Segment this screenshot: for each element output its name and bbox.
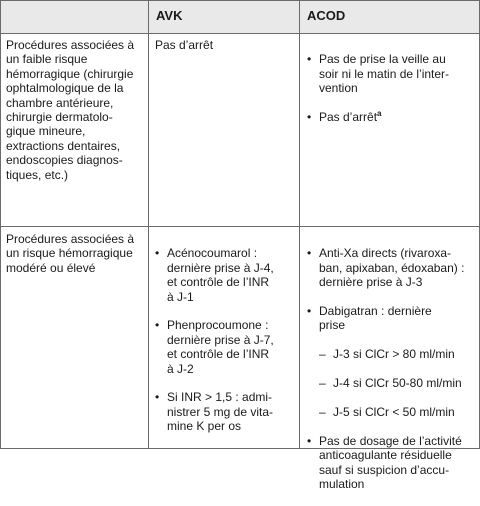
list-item <box>307 246 477 289</box>
list-item <box>155 246 295 304</box>
row1-procedure: Procédures associées à un faible risque hémorragique (chirurgie ophtalmologique de la chambre antérieure, chirurgie dermatolo- gique mineure, extractions dentaires, endoscopies diagnos- tiques, etc.) <box>6 38 135 182</box>
column-divider-2 <box>299 0 300 449</box>
row1-avk: Pas d’arrêt <box>155 38 214 52</box>
list-item-text: Dabigatran : dernière prise <box>319 304 432 333</box>
row2-procedure: Procédures associées à un risque hémorragique modéré ou élevé <box>6 232 135 275</box>
list-item <box>307 434 477 492</box>
sub-list-item: – J-5 si ClCr < 50 ml/min <box>307 405 477 419</box>
list-item-text: Si INR > 1,5 : admi- nistrer 5 mg de vita- mine K per os <box>167 390 274 434</box>
list-item-text: Pas d’arrêt <box>319 110 378 125</box>
sub-list-item: – J-3 si ClCr > 80 ml/min <box>307 347 477 361</box>
header-divider <box>0 33 479 34</box>
header-procedure <box>0 0 148 33</box>
sub-list-item: – J-4 si ClCr 50-80 ml/min <box>307 376 477 390</box>
column-divider-1 <box>148 0 149 449</box>
table-border-left <box>0 0 1 449</box>
list-item-text: Anti-Xa directs (rivaroxa- ban, apixaban, édoxaban) : dernière prise à J-3 <box>319 246 465 290</box>
list-item <box>307 52 477 95</box>
list-item-text: Pas de dosage de l’activité anticoagulante résiduelle sauf si suspicion d’accu- mulation <box>319 433 462 491</box>
row2-acod <box>307 232 477 506</box>
row2-avk <box>155 232 295 448</box>
footnote-marker: a <box>377 109 382 119</box>
list-item <box>155 318 295 376</box>
list-item-text: Acénocoumarol : dernière prise à J-4, et contrôle de l’INR à J-1 <box>167 246 274 304</box>
header-avk: AVK <box>156 8 183 24</box>
list-item <box>307 110 477 124</box>
header-acod: ACOD <box>307 8 346 24</box>
list-item-text: Pas de prise la veille au soir ni le matin de l’inter- vention <box>319 52 450 96</box>
list-item-text: Phenprocoumone : dernière prise à J-7, et contrôle de l’INR à J-2 <box>167 318 274 376</box>
list-item <box>307 304 477 333</box>
row1-acod <box>307 38 477 139</box>
row-divider <box>0 226 479 227</box>
list-item <box>155 390 295 433</box>
